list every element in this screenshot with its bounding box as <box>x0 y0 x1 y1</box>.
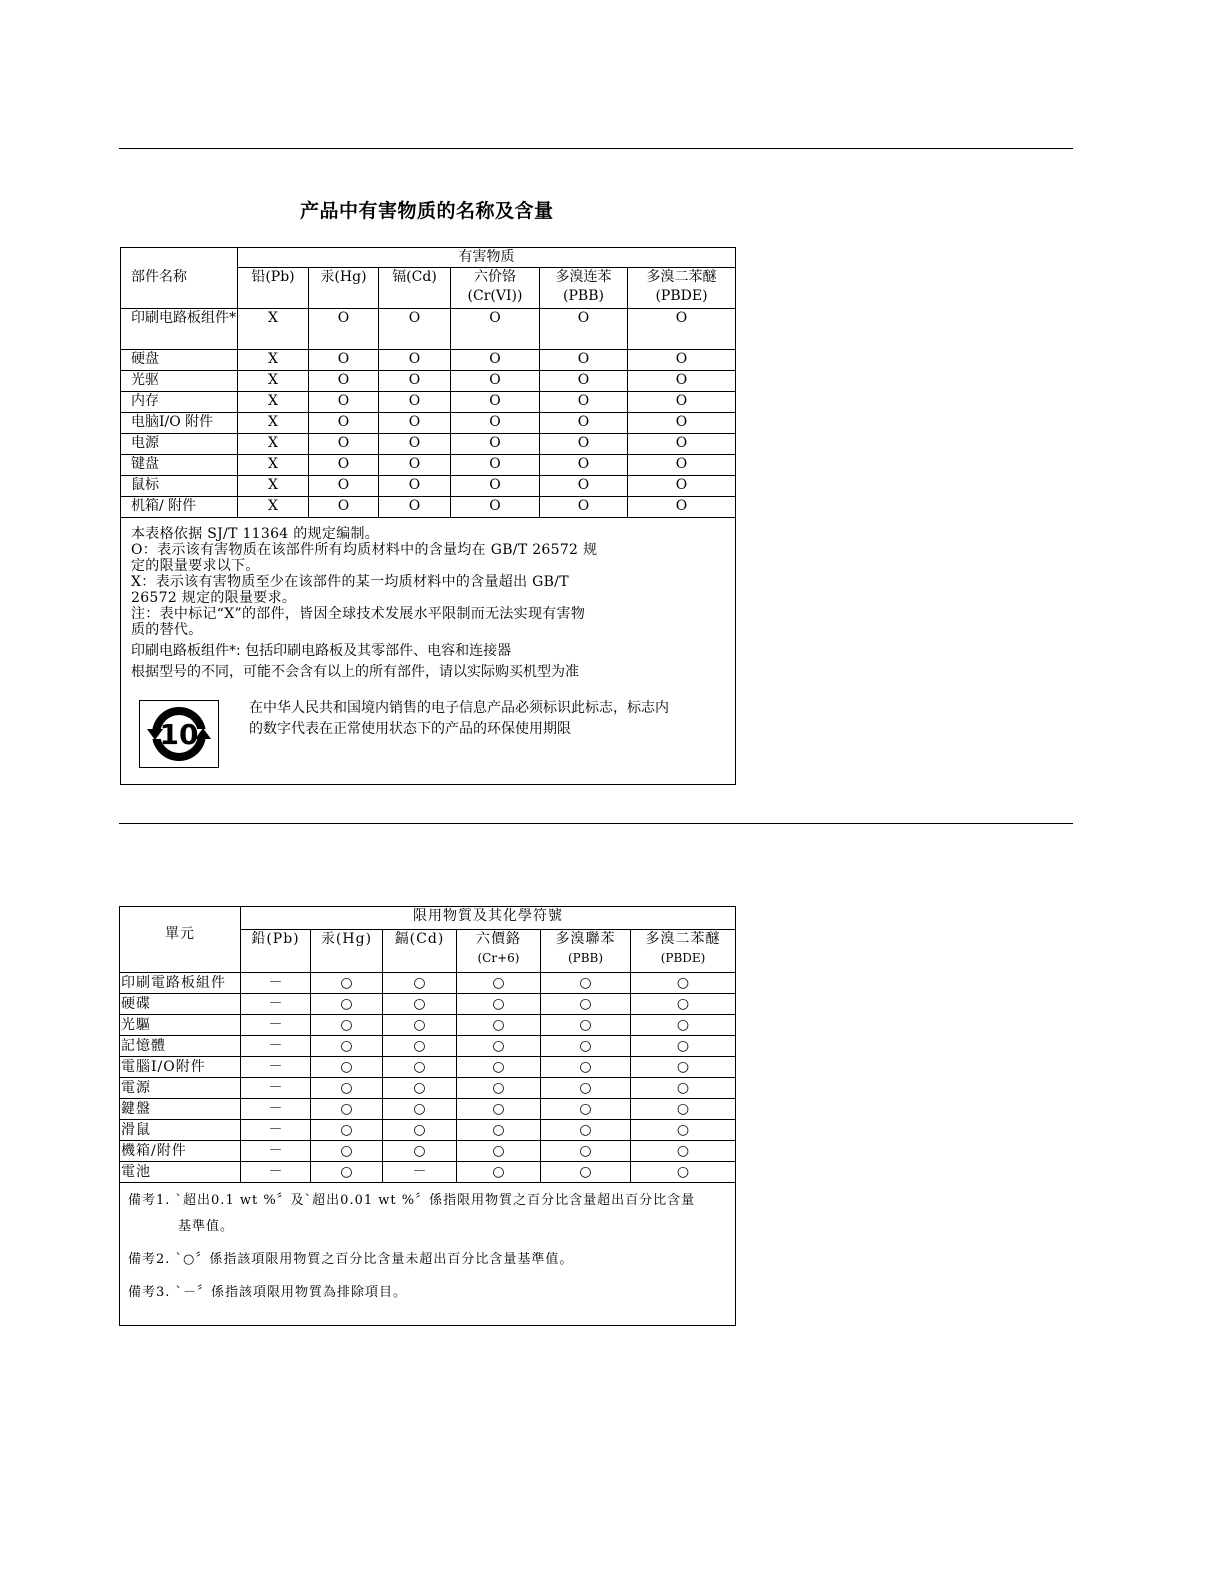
note-x-meaning-cont: 26572 规定的限量要求。 <box>131 590 297 606</box>
remark-2: 備考2. ˋ○〞係指該項限用物質之百分比含量未超出百分比含量基準值。 <box>128 1252 574 1267</box>
substance-symbol: (PBDE) <box>660 951 706 965</box>
substance-mark: ○ <box>311 973 383 994</box>
restricted-substances-table-traditional <box>119 906 736 1326</box>
part-name-header: 部件名称 <box>121 248 238 309</box>
substance-name: 多溴二苯醚 <box>645 931 721 947</box>
substance-column-header <box>628 268 736 309</box>
substance-column-header <box>631 930 736 973</box>
substance-mark: ○ <box>383 1099 457 1120</box>
substance-mark: ○ <box>631 1015 736 1036</box>
substance-name: 六价铬 <box>474 269 516 285</box>
substance-mark: O <box>451 392 540 413</box>
unit-name: 記憶體 <box>120 1036 241 1057</box>
substance-mark: ○ <box>631 1141 736 1162</box>
substance-mark: X <box>238 392 309 413</box>
substance-mark: ○ <box>457 1120 541 1141</box>
substance-mark: X <box>238 455 309 476</box>
substance-mark: O <box>309 371 379 392</box>
substance-name: 六價鉻 <box>476 931 521 947</box>
unit-name: 鍵盤 <box>120 1099 241 1120</box>
substance-mark: O <box>451 434 540 455</box>
substance-mark: － <box>241 1162 311 1183</box>
table-row <box>121 392 736 413</box>
substance-mark: ○ <box>311 1057 383 1078</box>
substance-mark: ○ <box>541 973 631 994</box>
efup-number: 10 <box>159 718 199 751</box>
substance-mark: － <box>241 1120 311 1141</box>
substance-symbol: (PBDE) <box>655 288 708 304</box>
efup-logo <box>139 700 219 768</box>
table-row <box>120 1078 736 1099</box>
substance-mark: ○ <box>631 1162 736 1183</box>
substance-name: 汞(Hg) <box>320 269 367 285</box>
table-row <box>120 994 736 1015</box>
substance-mark: O <box>628 413 736 434</box>
remarks-cell <box>120 1183 736 1326</box>
recycle-10-icon <box>141 702 217 766</box>
unit-name: 電腦I/O附件 <box>120 1057 241 1078</box>
substance-mark: O <box>628 350 736 371</box>
substance-mark: ○ <box>541 1015 631 1036</box>
substance-mark: ○ <box>383 994 457 1015</box>
substance-mark: O <box>628 476 736 497</box>
substance-mark: O <box>309 413 379 434</box>
note-o-meaning-cont: 定的限量要求以下。 <box>131 558 260 574</box>
substance-mark: － <box>241 1015 311 1036</box>
substance-mark: ○ <box>631 1078 736 1099</box>
note-standard: 本表格依据 SJ/T 11364 的规定编制。 <box>131 526 380 542</box>
substance-mark: － <box>241 1057 311 1078</box>
substance-name: 镉(Cd) <box>392 269 437 285</box>
substance-mark: O <box>451 476 540 497</box>
table-row <box>121 455 736 476</box>
substance-mark: O <box>379 455 451 476</box>
substance-mark: X <box>238 413 309 434</box>
unit-name: 電池 <box>120 1162 241 1183</box>
table-row <box>121 371 736 392</box>
substance-mark: ○ <box>311 1099 383 1120</box>
substance-mark: O <box>379 476 451 497</box>
substance-mark: ○ <box>383 1057 457 1078</box>
substance-mark: ○ <box>541 1036 631 1057</box>
substance-mark: O <box>628 434 736 455</box>
hazard-group-header: 有害物质 <box>238 248 736 268</box>
part-name: 印刷电路板组件* <box>121 309 238 350</box>
table-row <box>120 973 736 994</box>
substance-mark: X <box>238 350 309 371</box>
part-name: 内存 <box>121 392 238 413</box>
substance-mark: ○ <box>311 1036 383 1057</box>
unit-header: 單元 <box>120 907 241 973</box>
substance-mark: － <box>241 1099 311 1120</box>
substance-mark: ○ <box>383 1120 457 1141</box>
substance-mark: O <box>309 497 379 518</box>
substance-mark: ○ <box>311 1141 383 1162</box>
substance-mark: ○ <box>457 1162 541 1183</box>
remark-3: 備考3. ˋ－〞係指該項限用物質為排除項目。 <box>128 1285 408 1300</box>
substance-mark: ○ <box>457 1057 541 1078</box>
table-row <box>121 434 736 455</box>
substance-mark: O <box>628 371 736 392</box>
substance-mark: － <box>241 1141 311 1162</box>
substance-symbol: (Cr+6) <box>477 951 520 965</box>
substance-mark: O <box>540 371 628 392</box>
substance-mark: ○ <box>311 1120 383 1141</box>
substance-mark: O <box>379 434 451 455</box>
substance-mark: ○ <box>383 1078 457 1099</box>
substance-mark: ○ <box>457 994 541 1015</box>
substance-mark: O <box>451 413 540 434</box>
substance-mark: ○ <box>631 1099 736 1120</box>
notes-cell <box>121 518 736 785</box>
substance-mark: O <box>379 497 451 518</box>
substance-mark: ○ <box>631 1036 736 1057</box>
substance-mark: O <box>309 350 379 371</box>
substance-column-header <box>309 268 379 309</box>
substance-mark: O <box>451 497 540 518</box>
unit-name: 硬碟 <box>120 994 241 1015</box>
table-row <box>121 413 736 434</box>
substance-mark: O <box>628 392 736 413</box>
substance-mark: ○ <box>457 973 541 994</box>
substance-column-header <box>383 930 457 973</box>
unit-name: 印刷電路板組件 <box>120 973 241 994</box>
substance-mark: O <box>451 309 540 350</box>
substance-mark: O <box>309 309 379 350</box>
substance-mark: O <box>540 392 628 413</box>
unit-name: 滑鼠 <box>120 1120 241 1141</box>
substance-mark: O <box>540 497 628 518</box>
part-name: 光驱 <box>121 371 238 392</box>
substance-mark: ○ <box>631 1120 736 1141</box>
substance-mark: O <box>379 392 451 413</box>
table-row <box>120 1015 736 1036</box>
substance-mark: O <box>451 371 540 392</box>
substance-symbol: (PBB) <box>567 951 604 965</box>
efup-text-line2: 的数字代表在正常使用状态下的产品的环保使用期限 <box>249 721 571 737</box>
substance-mark: O <box>309 476 379 497</box>
substance-mark: ○ <box>311 1015 383 1036</box>
substance-mark: ○ <box>383 1036 457 1057</box>
substance-mark: ○ <box>383 973 457 994</box>
unit-name: 機箱/附件 <box>120 1141 241 1162</box>
substance-mark: － <box>241 1078 311 1099</box>
substance-mark: X <box>238 434 309 455</box>
table-row <box>121 350 736 371</box>
substance-mark: － <box>241 994 311 1015</box>
unit-name: 光驅 <box>120 1015 241 1036</box>
efup-text-line1: 在中华人民共和国境内销售的电子信息产品必须标识此标志，标志内 <box>249 700 669 716</box>
substance-mark: ○ <box>457 1099 541 1120</box>
substance-column-header <box>241 930 311 973</box>
substance-mark: O <box>540 413 628 434</box>
substance-symbol: (Cr(VI)) <box>467 288 523 304</box>
substance-name: 多溴二苯醚 <box>646 269 717 285</box>
table-row <box>121 476 736 497</box>
substance-mark: O <box>540 476 628 497</box>
note-remark-cont: 质的替代。 <box>131 622 203 638</box>
table-row <box>120 1036 736 1057</box>
substance-mark: O <box>628 455 736 476</box>
substance-mark: ○ <box>311 1078 383 1099</box>
table-row <box>120 1141 736 1162</box>
substance-name: 鉛(Pb) <box>251 931 300 947</box>
hazardous-substances-table-simplified <box>120 247 736 785</box>
note-model-variation: 根据型号的不同，可能不会含有以上的所有部件，请以实际购买机型为准 <box>131 664 579 680</box>
part-name: 硬盘 <box>121 350 238 371</box>
substance-mark: O <box>379 350 451 371</box>
substance-mark: X <box>238 309 309 350</box>
substance-mark: ○ <box>457 1141 541 1162</box>
substance-mark: O <box>451 350 540 371</box>
substance-mark: ○ <box>541 1099 631 1120</box>
substance-mark: ○ <box>631 994 736 1015</box>
part-name: 鼠标 <box>121 476 238 497</box>
substance-mark: ○ <box>631 1057 736 1078</box>
substance-name: 铅(Pb) <box>251 269 295 285</box>
substance-column-header <box>379 268 451 309</box>
substance-name: 多溴连苯 <box>555 269 612 285</box>
substance-column-header <box>541 930 631 973</box>
table-row <box>120 1120 736 1141</box>
substance-mark: ○ <box>311 994 383 1015</box>
table-row <box>121 497 736 518</box>
substance-mark: ○ <box>541 994 631 1015</box>
substance-symbol: (PBB) <box>563 288 604 304</box>
substance-mark: O <box>309 455 379 476</box>
substance-mark: O <box>540 309 628 350</box>
part-name: 机箱/ 附件 <box>121 497 238 518</box>
substance-mark: O <box>309 434 379 455</box>
substance-column-header <box>457 930 541 973</box>
substance-mark: ○ <box>541 1057 631 1078</box>
unit-name: 電源 <box>120 1078 241 1099</box>
efup-logo-row <box>131 700 725 768</box>
substance-name: 鎘(Cd) <box>394 931 445 947</box>
part-name: 键盘 <box>121 455 238 476</box>
substance-column-header <box>451 268 540 309</box>
part-name: 电源 <box>121 434 238 455</box>
substance-mark: O <box>540 455 628 476</box>
substance-mark: X <box>238 497 309 518</box>
remark-1: 備考1. ˋ超出0.1 wt %〞及ˋ超出0.01 wt %〞係指限用物質之百分比含量超出百分比含量 <box>128 1193 696 1208</box>
substance-mark: ○ <box>541 1162 631 1183</box>
substance-mark: X <box>238 371 309 392</box>
substance-name: 汞(Hg) <box>320 931 373 947</box>
top-divider <box>119 148 1073 149</box>
substance-mark: ○ <box>383 1141 457 1162</box>
substance-mark: O <box>628 309 736 350</box>
substance-mark: ○ <box>457 1036 541 1057</box>
substance-mark: ○ <box>457 1078 541 1099</box>
substance-mark: O <box>540 434 628 455</box>
middle-divider <box>119 823 1073 824</box>
note-remark: 注：表中标记“X”的部件，皆因全球技术发展水平限制而无法实现有害物 <box>131 606 586 622</box>
note-x-meaning: X：表示该有害物质至少在该部件的某一均质材料中的含量超出 GB/T <box>131 574 569 590</box>
note-pcb-definition: 印刷电路板组件*: 包括印刷电路板及其零部件、电容和连接器 <box>131 643 512 659</box>
efup-description <box>249 698 669 740</box>
substance-mark: O <box>379 413 451 434</box>
substance-mark: － <box>241 973 311 994</box>
substance-mark: O <box>451 455 540 476</box>
substance-mark: ○ <box>631 973 736 994</box>
substance-mark: － <box>241 1036 311 1057</box>
substance-mark: ○ <box>541 1078 631 1099</box>
substance-mark: ○ <box>541 1120 631 1141</box>
substance-column-header <box>540 268 628 309</box>
substance-mark: O <box>540 350 628 371</box>
substance-mark: － <box>383 1162 457 1183</box>
note-o-meaning: O：表示该有害物质在该部件所有均质材料中的含量均在 GB/T 26572 规 <box>131 542 598 558</box>
substance-mark: ○ <box>457 1015 541 1036</box>
substance-mark: O <box>309 392 379 413</box>
table-row <box>120 1099 736 1120</box>
substance-name: 多溴聯苯 <box>555 931 616 947</box>
substance-column-header <box>311 930 383 973</box>
restricted-group-header: 限用物質及其化學符號 <box>241 907 736 930</box>
substance-mark: O <box>379 309 451 350</box>
substance-column-header <box>238 268 309 309</box>
substance-mark: ○ <box>541 1141 631 1162</box>
table-row <box>121 309 736 350</box>
substance-mark: ○ <box>311 1162 383 1183</box>
substance-mark: O <box>379 371 451 392</box>
table-row <box>120 1162 736 1183</box>
part-name: 电脑I/O 附件 <box>121 413 238 434</box>
table-row <box>120 1057 736 1078</box>
substance-mark: ○ <box>383 1015 457 1036</box>
substance-mark: O <box>628 497 736 518</box>
substance-mark: X <box>238 476 309 497</box>
section1-title: 产品中有害物质的名称及含量 <box>300 200 554 222</box>
remark-1-cont: 基準值。 <box>178 1219 235 1234</box>
